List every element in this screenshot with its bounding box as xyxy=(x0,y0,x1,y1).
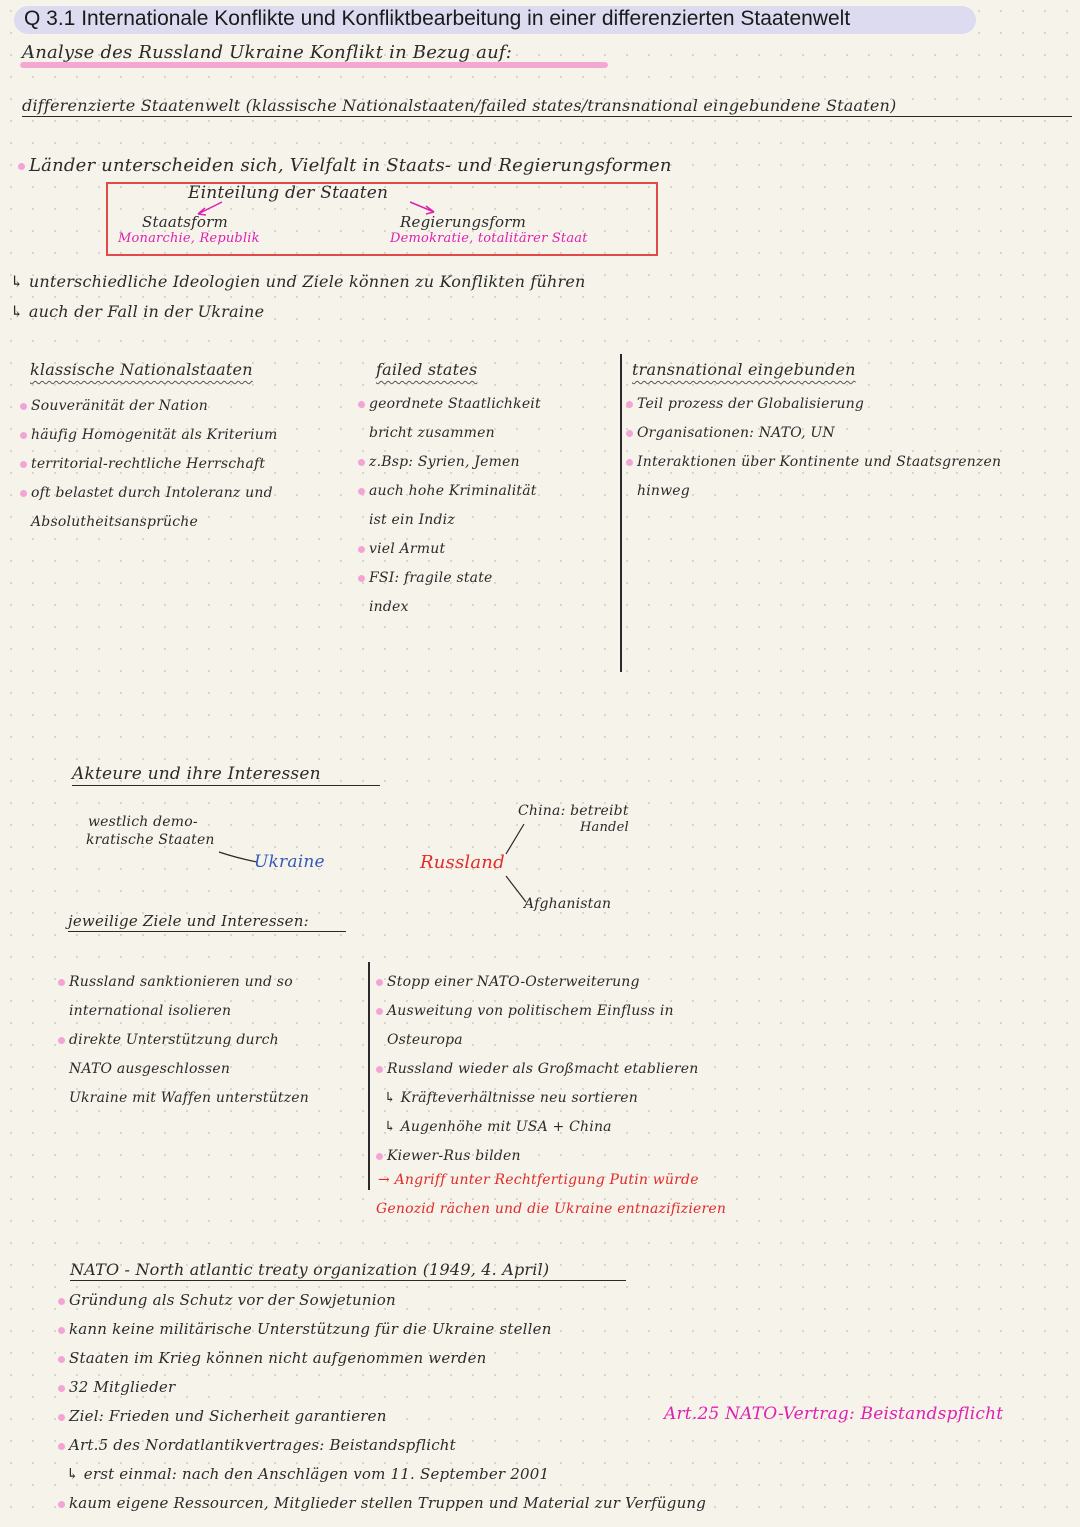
list-item: index xyxy=(369,599,409,615)
list-item: ↳ erst einmal: nach den Anschlägen vom 11. September 2001 xyxy=(66,1465,550,1483)
bullet-dot xyxy=(18,163,25,170)
arrow-right-icon: ↳ xyxy=(10,272,29,291)
regierungsform-examples: Demokratie, totalitärer Staat xyxy=(390,231,588,246)
arrow-right-icon: ↳ xyxy=(66,1465,84,1483)
list-item: Russland sanktionieren und so xyxy=(58,968,309,997)
actor-west-2: kratische Staaten xyxy=(86,832,215,848)
nato-list xyxy=(58,1286,706,1518)
list-item: NATO ausgeschlossen xyxy=(69,1061,231,1077)
arrow-line-1 xyxy=(10,272,586,291)
list-item: Organisationen: NATO, UN xyxy=(626,419,1001,448)
list-item: auch hohe Kriminalität xyxy=(358,477,541,506)
page-title: Q 3.1 Internationale Konflikte und Konfliktbearbeitung in einer differenzierten Staatenwelt xyxy=(24,7,851,30)
col-transnational-list xyxy=(626,390,1001,506)
col-transnational-heading: transnational eingebunden xyxy=(632,360,856,379)
actor-afghanistan: Afghanistan xyxy=(524,896,612,912)
list-item: Interaktionen über Kontinente und Staatsgrenzen xyxy=(626,448,1001,477)
goals-red-note-2: Genozid rächen und die Ukraine entnazifizieren xyxy=(376,1201,727,1217)
list-item: FSI: fragile state xyxy=(358,564,541,593)
col-failed-heading: failed states xyxy=(376,360,478,379)
list-item: territorial-rechtliche Herrschaft xyxy=(20,450,277,479)
goals-divider xyxy=(368,962,370,1190)
list-item: ist ein Indiz xyxy=(369,512,455,528)
arrow-right-icon: ↳ xyxy=(384,1090,401,1106)
list-item: international isolieren xyxy=(69,1003,232,1019)
list-item: Ukraine mit Waffen unterstützen xyxy=(69,1090,309,1106)
red-note-text: Angriff unter Rechtfertigung Putin würde xyxy=(394,1172,699,1188)
nato-heading: NATO - North atlantic treaty organization (1949, 4. April) xyxy=(70,1260,626,1281)
list-item: Souveränität der Nation xyxy=(20,392,277,421)
intro-line xyxy=(18,155,672,176)
actors-heading: Akteure und ihre Interessen xyxy=(72,764,380,786)
column-divider xyxy=(620,354,622,672)
col-classic-list xyxy=(20,392,277,537)
nato-side-note: Art.25 NATO-Vertrag: Beistandspflicht xyxy=(664,1404,1004,1424)
list-item: Osteuropa xyxy=(387,1032,463,1048)
arrow-right-icon: ↳ xyxy=(10,302,29,321)
list-item: z.Bsp: Syrien, Jemen xyxy=(358,448,541,477)
list-item: kaum eigene Ressourcen, Mitglieder stellen Truppen und Material zur Verfügung xyxy=(58,1489,706,1518)
list-item: bricht zusammen xyxy=(369,425,495,441)
staatsform-examples: Monarchie, Republik xyxy=(118,231,260,246)
goals-heading: jeweilige Ziele und Interessen: xyxy=(68,912,346,932)
list-item: Gründung als Schutz vor der Sowjetunion xyxy=(58,1286,706,1315)
subheading: differenzierte Staatenwelt (klassische Nationalstaaten/failed states/transnational eingebundene Staaten) xyxy=(22,96,1072,117)
list-item: Ziel: Frieden und Sicherheit garantieren xyxy=(58,1402,706,1431)
list-item: hinweg xyxy=(637,483,690,499)
list-item: Absolutheitsansprüche xyxy=(31,514,198,530)
staatsform-label: Staatsform xyxy=(142,213,228,231)
list-item: viel Armut xyxy=(358,535,541,564)
arrow-line-text: unterschiedliche Ideologien und Ziele können zu Konflikten führen xyxy=(28,272,586,291)
arrow-line-text: auch der Fall in der Ukraine xyxy=(28,302,265,321)
box-title: Einteilung der Staaten xyxy=(188,183,389,203)
list-item: Kiewer-Rus bilden xyxy=(376,1142,698,1171)
list-item: Art.5 des Nordatlantikvertrages: Beistandspflicht xyxy=(58,1431,706,1460)
actor-west: westlich demo- xyxy=(88,814,198,830)
list-item: Ausweitung von politischem Einfluss in xyxy=(376,997,698,1026)
list-item: Staaten im Krieg können nicht aufgenommen werden xyxy=(58,1344,706,1373)
list-item: oft belastet durch Intoleranz und xyxy=(20,479,277,508)
goals-red-note-1 xyxy=(378,1172,699,1188)
regierungsform-label: Regierungsform xyxy=(400,213,527,231)
list-item: Stopp einer NATO-Osterweiterung xyxy=(376,968,698,997)
actor-russia: Russland xyxy=(420,852,505,873)
goals-right-list xyxy=(376,968,698,1171)
arrow-line-2 xyxy=(10,302,264,321)
list-item: kann keine militärische Unterstützung für die Ukraine stellen xyxy=(58,1315,706,1344)
goals-left-list xyxy=(58,968,309,1113)
actor-china: China: betreibt xyxy=(518,803,629,819)
col-classic-heading: klassische Nationalstaaten xyxy=(30,360,253,379)
col-failed-list xyxy=(358,390,541,622)
intro-text: Länder unterscheiden sich, Vielfalt in Staats- und Regierungsformen xyxy=(29,155,672,176)
actor-china-2: Handel xyxy=(580,820,629,835)
actor-ukraine: Ukraine xyxy=(254,852,325,872)
list-item: ↳ Augenhöhe mit USA + China xyxy=(384,1119,612,1135)
list-item: ↳ Kräfteverhältnisse neu sortieren xyxy=(384,1090,638,1106)
analysis-heading: Analyse des Russland Ukraine Konflikt in Bezug auf: xyxy=(22,42,513,63)
list-item: Teil prozess der Globalisierung xyxy=(626,390,1001,419)
list-item: direkte Unterstützung durch xyxy=(58,1026,309,1055)
arrow-right-icon: → xyxy=(378,1172,395,1188)
list-item: häufig Homogenität als Kriterium xyxy=(20,421,277,450)
list-item: 32 Mitglieder xyxy=(58,1373,706,1402)
arrow-right-icon: ↳ xyxy=(384,1119,401,1135)
list-item: Russland wieder als Großmacht etablieren xyxy=(376,1055,698,1084)
list-item: geordnete Staatlichkeit xyxy=(358,390,541,419)
